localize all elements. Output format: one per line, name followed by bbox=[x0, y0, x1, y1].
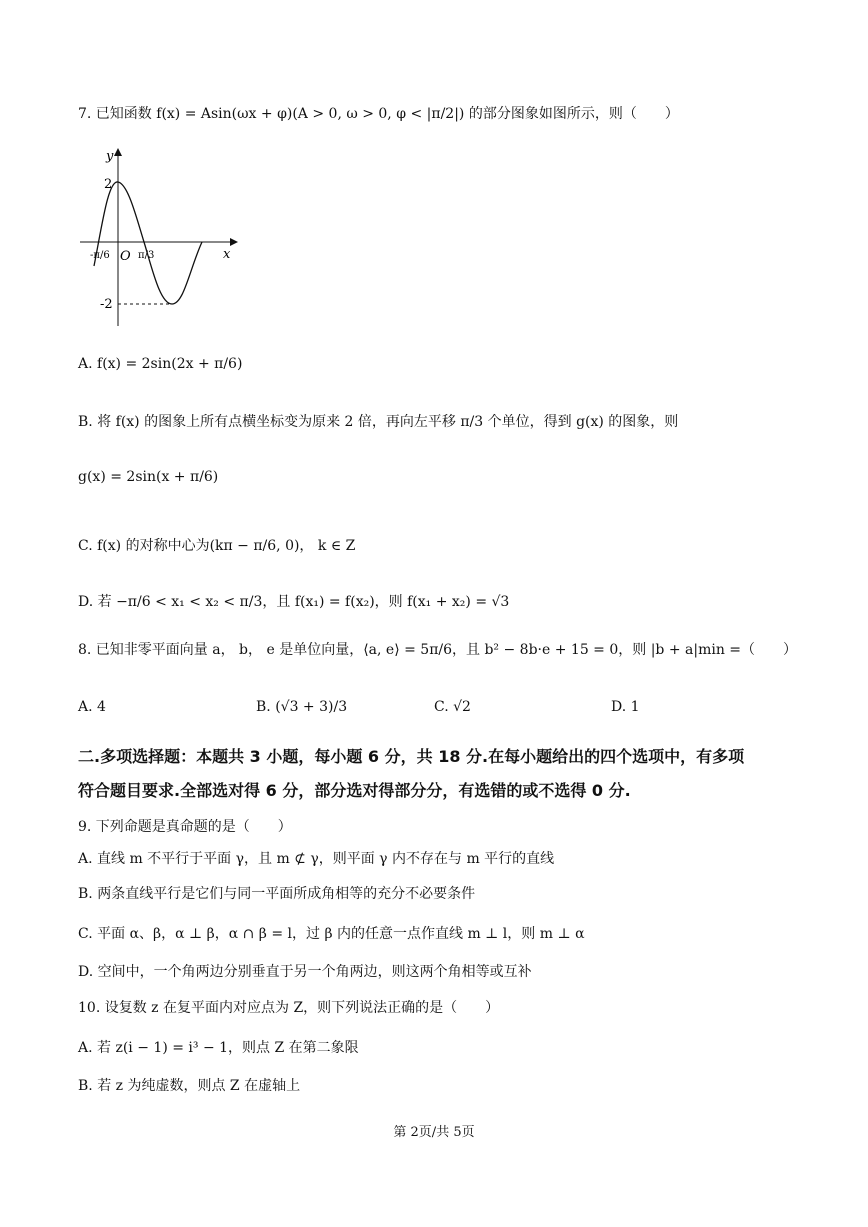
q7-sine-graph bbox=[78, 146, 238, 331]
y-min-label: -2 bbox=[100, 297, 113, 312]
q10-option-a: A. 若 z(i − 1) = i³ − 1，则点 Z 在第二象限 bbox=[78, 1040, 359, 1056]
q8-stem: 8. 已知非零平面向量 a， b， e 是单位向量，⟨a, e⟩ = 5π/6，且 b² − 8b·e + 15 = 0，则 |b + a|min =（ ） bbox=[78, 642, 798, 658]
section2-heading-line2: 符合题目要求.全部选对得 6 分，部分选对得部分分，有选错的或不选得 0 分. bbox=[78, 781, 631, 800]
q7-option-d: D. 若 −π/6 < x₁ < x₂ < π/3，且 f(x₁) = f(x₂)，则 f(x₁ + x₂) = √3 bbox=[78, 594, 510, 610]
x-axis-label: x bbox=[223, 247, 231, 262]
q9-option-a: A. 直线 m 不平行于平面 γ，且 m ⊄ γ，则平面 γ 内不存在与 m 平行的直线 bbox=[78, 851, 555, 867]
q9-option-c: C. 平面 α、β，α ⊥ β，α ∩ β = l，过 β 内的任意一点作直线 m ⊥ l，则 m ⊥ α bbox=[78, 926, 585, 942]
q9-option-b: B. 两条直线平行是它们与同一平面所成角相等的充分不必要条件 bbox=[78, 886, 476, 902]
q10-option-b: B. 若 z 为纯虚数，则点 Z 在虚轴上 bbox=[78, 1078, 301, 1094]
x-left-tick-label: -π/6 bbox=[90, 250, 110, 261]
x-right-tick-label: π/3 bbox=[138, 250, 155, 261]
q7-option-a: A. f(x) = 2sin(2x + π/6) bbox=[78, 356, 243, 372]
q7-option-c: C. f(x) 的对称中心为(kπ − π/6, 0)， k ∈ Z bbox=[78, 538, 356, 554]
q10-stem: 10. 设复数 z 在复平面内对应点为 Z，则下列说法正确的是（ ） bbox=[78, 1000, 500, 1016]
q8-option-c: C. √2 bbox=[434, 699, 471, 715]
q7-stem: 7. 已知函数 f(x) = Asin(ωx + φ)(A > 0, ω > 0, φ < |π/2|) 的部分图象如图所示，则（ ） bbox=[78, 106, 679, 122]
x-axis-arrow bbox=[230, 238, 238, 246]
q8-option-b: B. (√3 + 3)/3 bbox=[256, 699, 348, 715]
section2-heading-line1: 二.多项选择题：本题共 3 小题，每小题 6 分，共 18 分.在每小题给出的四个选项中，有多项 bbox=[78, 747, 745, 766]
page-footer: 第 2页/共 5页 bbox=[393, 1125, 475, 1140]
sine-curve bbox=[94, 182, 202, 304]
q7-option-b-line1: B. 将 f(x) 的图象上所有点横坐标变为原来 2 倍，再向左平移 π/3 个单位，得到 g(x) 的图象，则 bbox=[78, 414, 679, 430]
y-axis-arrow bbox=[114, 148, 122, 156]
y-max-label: 2 bbox=[104, 177, 113, 192]
q9-stem: 9. 下列命题是真命题的是（ ） bbox=[78, 819, 292, 835]
q8-option-a: A. 4 bbox=[78, 699, 106, 715]
y-axis-label: y bbox=[106, 149, 114, 164]
q7-option-b-line2: g(x) = 2sin(x + π/6) bbox=[78, 469, 219, 485]
q9-option-d: D. 空间中，一个角两边分别垂直于另一个角两边，则这两个角相等或互补 bbox=[78, 964, 532, 980]
q8-option-d: D. 1 bbox=[611, 699, 640, 715]
origin-label: O bbox=[120, 249, 131, 264]
